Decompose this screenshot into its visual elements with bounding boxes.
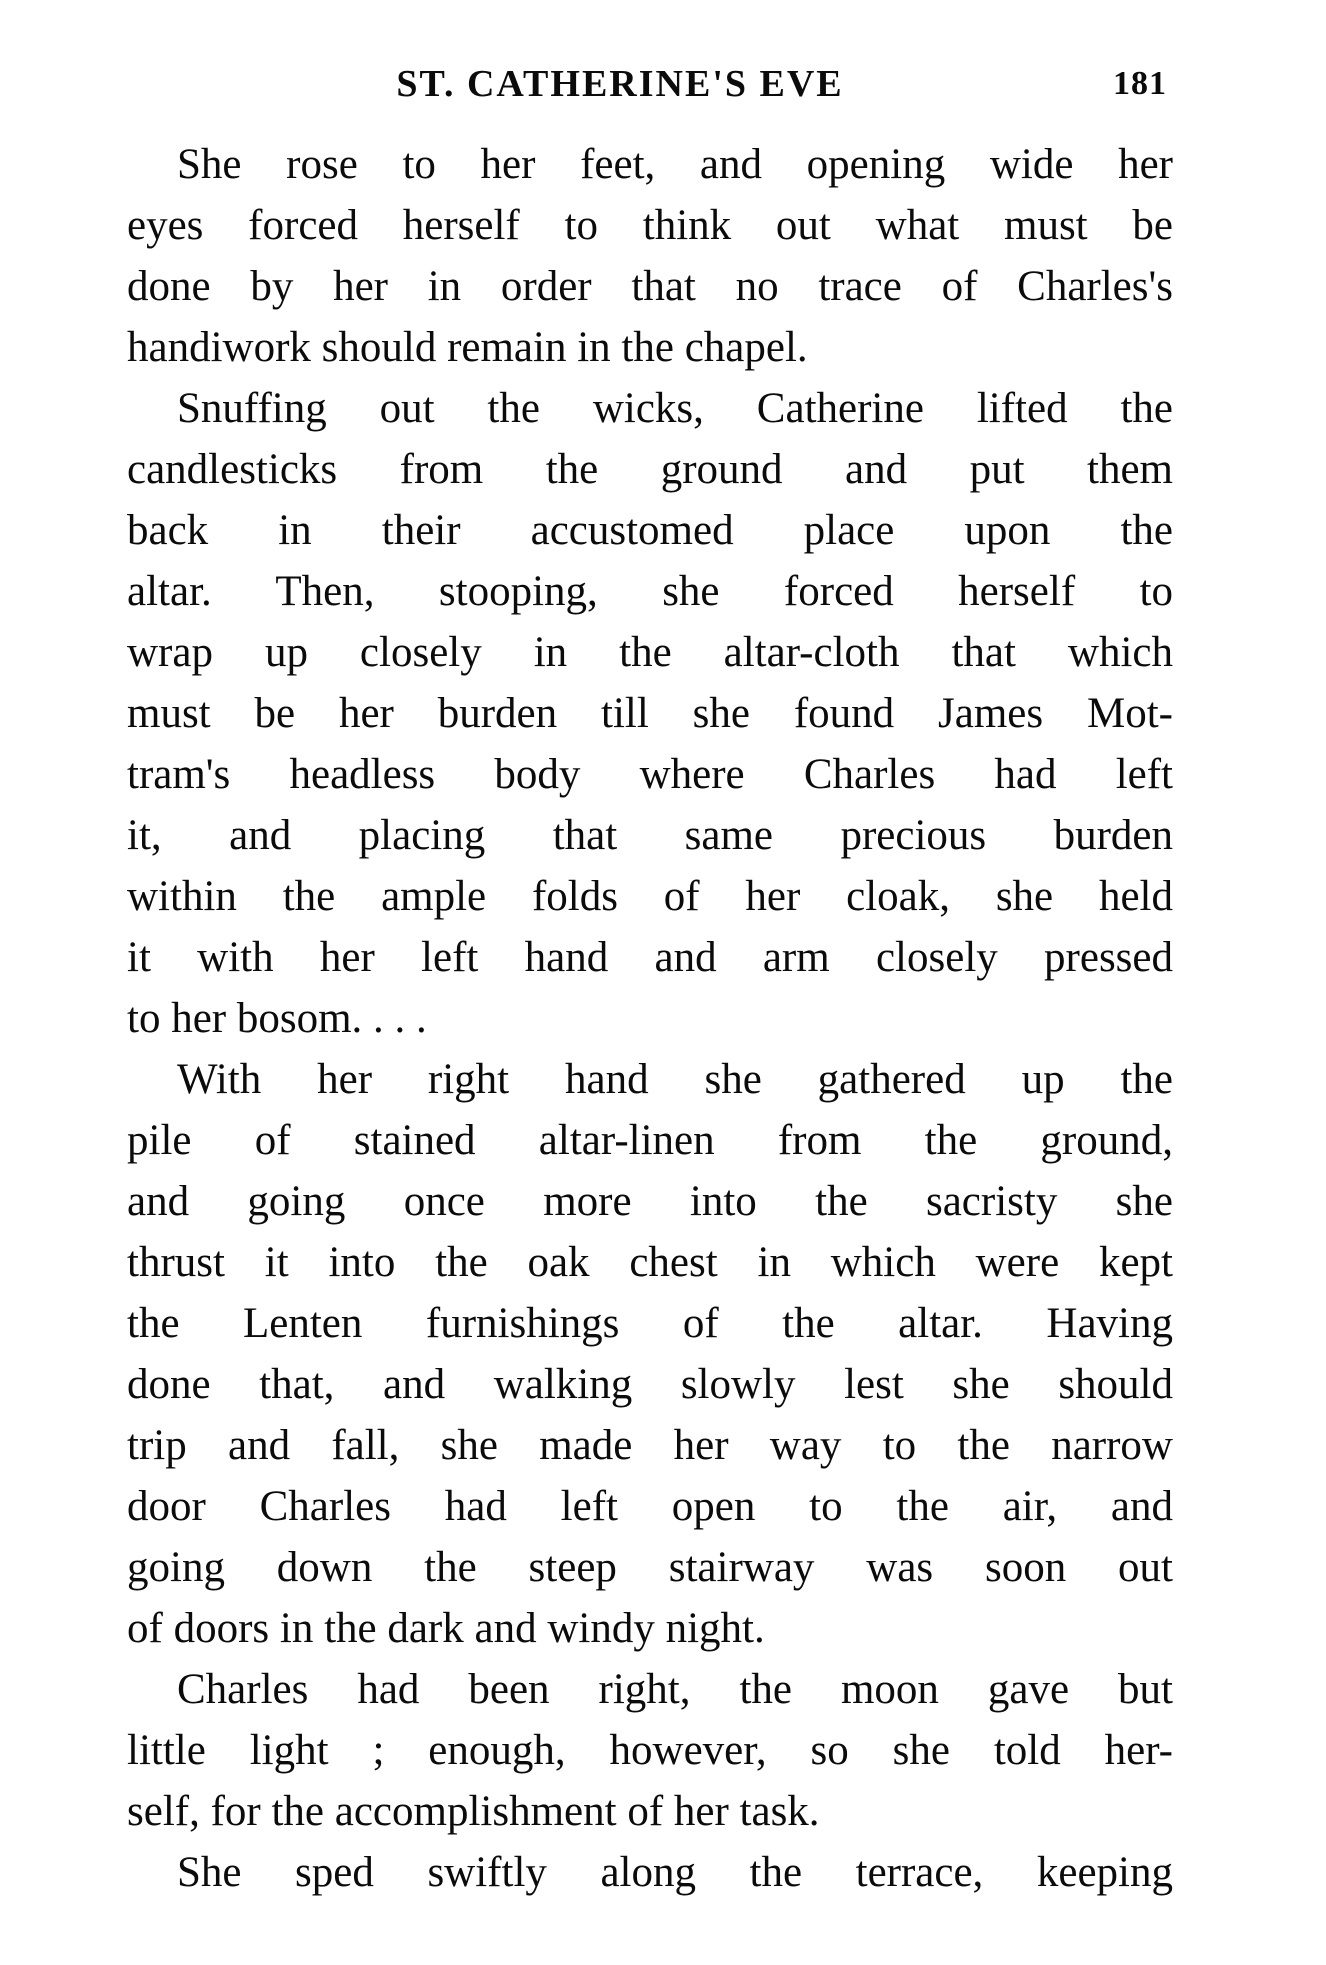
text-line: door Charles had left open to the air, and: [127, 1483, 1173, 1530]
text-line: of doors in the dark and windy night.: [127, 1605, 765, 1652]
text-line: back in their accustomed place upon the: [127, 507, 1173, 554]
text-line: handiwork should remain in the chapel.: [127, 324, 808, 371]
text-line: it with her left hand and arm closely pressed: [127, 934, 1173, 981]
page-title: ST. CATHERINE'S EVE: [396, 63, 844, 105]
page-body: [127, 134, 1173, 1903]
text-line: eyes forced herself to think out what must be: [127, 202, 1173, 249]
text-line: tram's headless body where Charles had left: [127, 751, 1173, 798]
text-line: With her right hand she gathered up the: [177, 1056, 1173, 1103]
text-line: must be her burden till she found James Mot-: [127, 690, 1173, 737]
text-line: wrap up closely in the altar-cloth that which: [127, 629, 1173, 676]
page-number: 181: [1113, 65, 1167, 102]
text-line: little light ; enough, however, so she told her-: [127, 1727, 1173, 1774]
text-line: Charles had been right, the moon gave but: [177, 1666, 1173, 1713]
text-line: She sped swiftly along the terrace, keeping: [177, 1849, 1173, 1896]
running-header: [127, 62, 1173, 112]
text-line: pile of stained altar-linen from the ground,: [127, 1117, 1173, 1164]
text-line: self, for the accomplishment of her task.: [127, 1788, 820, 1835]
text-line: it, and placing that same precious burden: [127, 812, 1173, 859]
text-line: She rose to her feet, and opening wide her: [177, 141, 1173, 188]
text-line: candlesticks from the ground and put them: [127, 446, 1173, 493]
text-line: thrust it into the oak chest in which were kept: [127, 1239, 1173, 1286]
text-line: Snuffing out the wicks, Catherine lifted the: [177, 385, 1173, 432]
text-line: to her bosom. . . .: [127, 995, 427, 1042]
text-line: and going once more into the sacristy she: [127, 1178, 1173, 1225]
text-line: within the ample folds of her cloak, she held: [127, 873, 1173, 920]
text-line: going down the steep stairway was soon out: [127, 1544, 1173, 1591]
text-line: altar. Then, stooping, she forced herself to: [127, 568, 1173, 615]
text-line: trip and fall, she made her way to the narrow: [127, 1422, 1173, 1469]
text-line: the Lenten furnishings of the altar. Having: [127, 1300, 1173, 1347]
text-line: done by her in order that no trace of Charles's: [127, 263, 1173, 310]
text-line: done that, and walking slowly lest she should: [127, 1361, 1173, 1408]
